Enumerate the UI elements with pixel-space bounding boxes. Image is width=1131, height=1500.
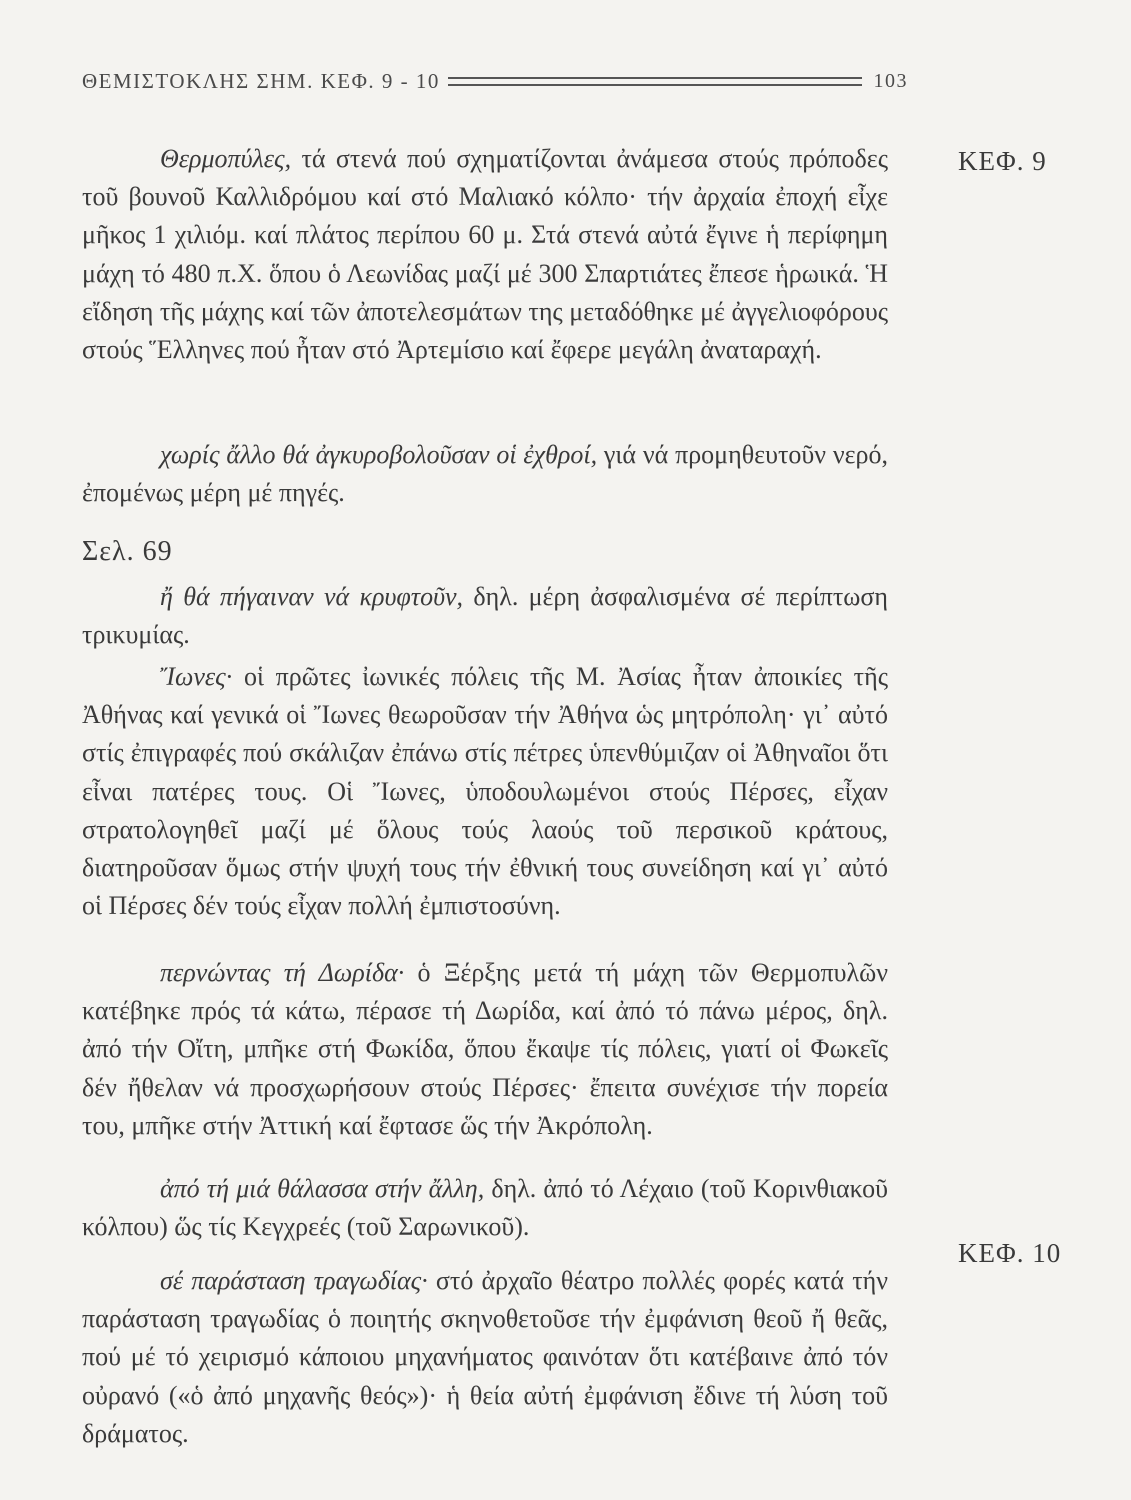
lemma: χωρίς ἄλλο θά ἀγκυροβολοῦσαν οἱ ἐχθροί,	[160, 440, 598, 469]
lemma: περνώντας τή Δωρίδα·	[160, 958, 405, 987]
margin-note-chapter-9: ΚΕΦ. 9	[958, 146, 1047, 176]
lemma: Ἴωνες·	[160, 662, 233, 691]
gloss-text: οἱ πρῶτες ἰωνικές πόλεις τῆς Μ. Ἀσίας ἦταν ἀποικίες τῆς Ἀθήνας καί γενικά οἱ Ἴωνες θεωροῦσαν τήν Ἀθήνα ὡς μητρόπολη· γι᾿ αὐτό στίς ἐπιγραφές πού σκάλιζαν ἐπάνω στίς πέτρες ὑπενθύμιζαν οἱ Ἀθηναῖοι ὅτι εἶναι πατέρες τους. Οἱ Ἴωνες, ὑποδουλωμένοι στούς Πέρσες, εἶχαν στρατολογηθεῖ μαζί μέ ὅλους τούς λαούς τοῦ περσικοῦ κράτους, διατηροῦσαν ὅμως στήν ψυχή τους τήν ἐθνική τους συνείδηση καί γι᾿ αὐτό οἱ Πέρσες δέν τούς εἶχαν πολλή ἐμπιστοσύνη.	[82, 662, 888, 921]
paragraph-ionians	[82, 658, 888, 925]
paragraph-anchoring	[82, 436, 888, 512]
lemma: Θερμοπύλες,	[160, 144, 292, 173]
gloss-text: ὁ Ξέρξης μετά τή μάχη τῶν Θερμοπυλῶν κατέβηκε πρός τά κάτω, πέρασε τή Δωρίδα, καί ἀπό τό πάνω μέρος, δηλ. ἀπό τήν Οἴτη, μπῆκε στή Φωκίδα, ὅπου ἔκαψε τίς πόλεις, γιατί οἱ Φωκεῖς δέν ἤθελαν νά προσχωρήσουν στούς Πέρσες· ἔπειτα συνέχισε τήν πορεία του, μπῆκε στήν Ἀττική καί ἔφτασε ὥς τήν Ἀκρόπολη.	[82, 958, 889, 1140]
gloss-text: γιά νά προμηθευτοῦν νερό, ἐπομένως μέρη μέ πηγές.	[82, 440, 889, 508]
gloss-text: δηλ. μέρη ἀσφαλισμένα σέ περίπτωση τρικυμίας.	[82, 582, 889, 650]
lemma: σέ παράσταση τραγωδίας·	[160, 1266, 428, 1295]
running-title: ΘΕΜΙΣΤΟΚΛΗΣ ΣΗΜ. ΚΕΦ. 9 - 10	[82, 68, 440, 93]
page-header	[82, 66, 908, 96]
paragraph-tragedy	[82, 1262, 888, 1453]
paragraph-doris	[82, 954, 888, 1145]
section-heading: Σελ. 69	[82, 536, 173, 567]
paragraph-sea-to-sea	[82, 1170, 888, 1246]
page-number: 103	[873, 69, 908, 92]
header-rule	[448, 77, 862, 86]
paragraph-hiding	[82, 578, 888, 654]
lemma: ἤ θά πήγαιναν νά κρυφτοῦν,	[160, 582, 464, 611]
gloss-text: στό ἀρχαῖο θέατρο πολλές φορές κατά τήν παράσταση τραγωδίας ὁ ποιητής σκηνοθετοῦσε τήν ἐμφάνιση θεοῦ ἤ θεᾶς, πού μέ τό χειρισμό κάποιου μηχανήματος φαινόταν ὅτι κατέβαινε ἀπό τόν οὐρανό («ὁ ἀπό μηχανῆς θεός»)· ἡ θεία αὐτή ἐμφάνιση ἔδινε τή λύση τοῦ δράματος.	[82, 1266, 888, 1448]
gloss-text: δηλ. ἀπό τό Λέχαιο (τοῦ Κορινθιακοῦ κόλπου) ὥς τίς Κεγχρεές (τοῦ Σαρωνικοῦ).	[82, 1174, 889, 1242]
lemma: ἀπό τή μιά θάλασσα στήν ἄλλη,	[160, 1174, 485, 1203]
margin-note-chapter-10: ΚΕΦ. 10	[958, 1238, 1062, 1268]
gloss-text: τά στενά πού σχηματίζονται ἀνάμεσα στούς πρόποδες τοῦ βουνοῦ Καλλιδρόμου καί στό Μαλιακό κόλπο· τήν ἀρχαία ἐποχή εἶχε μῆκος 1 χιλιόμ. καί πλάτος περίπου 60 μ. Στά στενά αὐτά ἔγινε ἡ περίφημη μάχη τό 480 π.Χ. ὅπου ὁ Λεωνίδας μαζί μέ 300 Σπαρτιάτες ἔπεσε ἡρωικά. Ἡ εἴδηση τῆς μάχης καί τῶν ἀποτελεσμάτων της μεταδόθηκε μέ ἀγγελιοφόρους στούς Ἕλληνες πού ἦταν στό Ἀρτεμίσιο καί ἔφερε μεγάλη ἀναταραχή.	[82, 144, 888, 365]
paragraph-thermopylae	[82, 140, 888, 369]
